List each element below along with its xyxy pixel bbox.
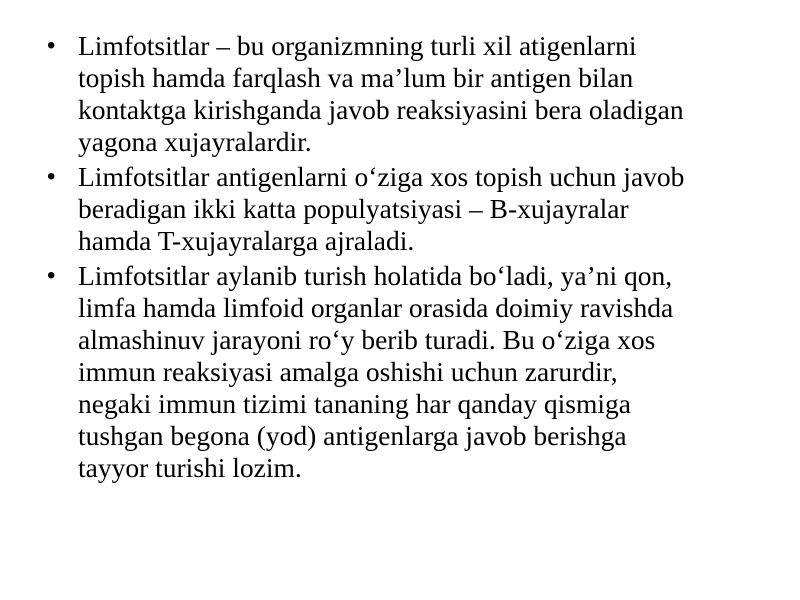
text-line: negaki immun tizimi tananing har qanday qismiga xyxy=(78,388,631,419)
text-line: almashinuv jarayoni ro‘y berib turadi. Bu o‘ziga xos xyxy=(78,324,656,355)
bullet-list xyxy=(44,30,754,487)
text-line: tushgan begona (yod) antigenlarga javob berishga xyxy=(78,420,627,451)
text-line: topish hamda farqlash va ma’lum bir antigen bilan xyxy=(78,62,634,93)
text-line: Limfotsitlar antigenlarni o‘ziga xos topish uchun javob xyxy=(78,161,685,192)
text-line: yagona xujayralardir. xyxy=(78,126,312,157)
bullet-icon: • xyxy=(47,262,56,289)
text-line: beradigan ikki katta populyatsiyasi – B-xujayralar xyxy=(78,193,629,224)
bullet-item xyxy=(44,161,754,257)
text-line: Limfotsitlar – bu organizmning turli xil atigenlarni xyxy=(78,30,637,61)
bullet-icon: • xyxy=(47,32,56,59)
text-line: tayyor turishi lozim. xyxy=(78,452,302,483)
text-line: immun reaksiyasi amalga oshishi uchun zarurdir, xyxy=(78,356,618,387)
bullet-item xyxy=(44,30,754,158)
bullet-item xyxy=(44,260,754,484)
text-line: limfa hamda limfoid organlar orasida doimiy ravishda xyxy=(78,292,674,323)
text-line: hamda T-xujayralarga ajraladi. xyxy=(78,225,415,256)
text-line: kontaktga kirishganda javob reaksiyasini bera oladigan xyxy=(78,94,684,125)
text-line: Limfotsitlar aylanib turish holatida bo‘ladi, ya’ni qon, xyxy=(78,260,673,291)
bullet-icon: • xyxy=(47,163,56,190)
